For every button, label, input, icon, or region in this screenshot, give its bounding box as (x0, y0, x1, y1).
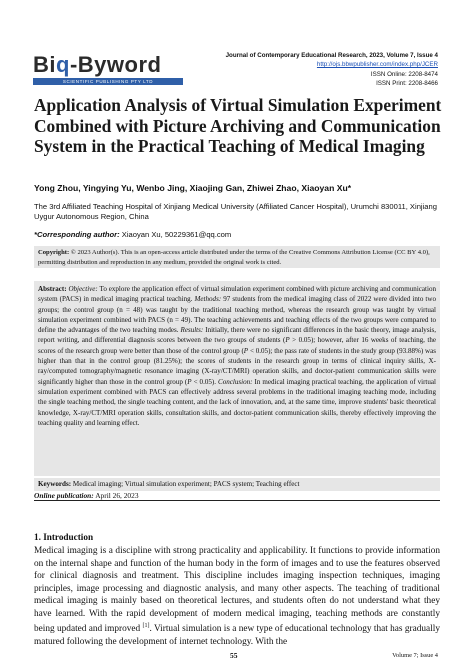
logo-text-pre: Bi (33, 52, 56, 77)
abstract-box (34, 281, 440, 476)
results-label: Results: (180, 326, 204, 335)
copyright-text: © 2023 Author(s). This is an open-access article distributed under the terms of the Creative Commons Attribution License (CC BY 4.0), permitting distribution and reproduction in any medium, provided the original work is cited. (38, 249, 430, 266)
journal-info (178, 51, 438, 89)
keywords-label: Keywords: (38, 480, 72, 488)
issn-print: ISSN Print: 2208-8466 (376, 80, 438, 88)
keywords-box (34, 478, 440, 491)
results-text-c: < 0.05); the pass rate of students in the study group (93.88%) was higher than that in the control group (81.25%); the scores of students in the research group in terms of clinical inquiry skills, X-ray/computed tomography/magnetic resonance imaging (X-ray/CT/MRI) operation skills, and doctor-patient communication skills were significantly higher than those in the control group ( (38, 346, 436, 386)
p-symbol: P (285, 336, 290, 345)
issn-online: ISSN Online: 2208-8474 (370, 70, 438, 78)
copyright-box (34, 246, 440, 268)
citation-ref[interactable]: [1] (142, 623, 150, 629)
copyright-label: Copyright: (38, 249, 70, 256)
article-title: Application Analysis of Virtual Simulation Experiment Combined with Picture Archiving and Communication System in the Practical Teaching of Medical Imaging (34, 95, 442, 157)
keywords-text: Medical imaging; Virtual simulation experiment; PACS system; Teaching effect (72, 480, 300, 488)
body-text-b: . Virtual simulation is a new type of educational technology that has gradually matured following the development of internet technology. With the (34, 624, 440, 647)
section-heading: 1. Introduction (34, 532, 94, 542)
results-text-d: < 0.05). (191, 377, 216, 386)
abstract-label: Abstract: (38, 285, 67, 293)
affiliation: The 3rd Affiliated Teaching Hospital of Xinjiang Medical University (Affiliated Cancer Hospital), Urumchi 830011, Xinjiang Uygur Autonomous Region, China (34, 202, 437, 222)
publisher-logo (33, 54, 183, 88)
section-body (34, 545, 440, 648)
section-divider (34, 500, 440, 501)
logo-text-post: -Byword (69, 52, 162, 77)
p-symbol: P (187, 377, 192, 386)
page-number: 55 (230, 651, 238, 660)
corresponding-value: Xiaoyan Xu, 50229361@qq.com (121, 230, 232, 239)
methods-text: 97 students from the medical imaging class of 2022 were divided into two groups; the control group (n = 48) was taught by the traditional teaching method, whereas the research group was taught by virtual simulation experiment combined with PACS (n = 49). The teaching achievements and teaching effects of the two groups were compared to define the advantages of the two teaching modes. (38, 295, 437, 335)
objective-text: To explore the application effect of virtual simulation experiment combined with picture archiving and communication system (PACS) in medical imaging practical teaching. (38, 285, 436, 304)
logo-text-q: q (56, 52, 70, 77)
conclusion-label: Conclusion: (218, 377, 253, 386)
journal-url-link[interactable]: http://ojs.bbwpublisher.com/index.php/JCER (316, 61, 438, 69)
online-label: Online publication: (34, 491, 94, 500)
author-list: Yong Zhou, Yingying Yu, Wenbo Jing, Xiaojing Gan, Zhiwei Zhao, Xiaoyan Xu* (34, 183, 352, 193)
conclusion-text: In medical imaging practical teaching, the application of virtual simulation experiment combined with PACS can effectively address several problems in the traditional imaging teaching mode, including the single teaching method, the single teaching content, and the lack of innovation, and, at the same time, improve students' basic theoretical knowledge, X-ray/CT/MRI operation skills, consultation skills, and doctor-patient communication skills, thereby effectively improving the teaching quality and learning effect. (38, 377, 437, 427)
methods-label: Methods: (194, 295, 222, 304)
journal-name: Journal of Contemporary Educational Research, 2023, Volume 7, Issue 4 (225, 52, 438, 59)
results-text-a: Initially, there were no significant differences in the basic theory, image analysis, report writing, and differential diagnosis scores between the two groups of students ( (38, 326, 437, 345)
body-text-a: Medical imaging is a discipline with strong practicality and applicability. It functions to provide information on the internal shape and function of the human body in the form of images and to use the features observed for clinical diagnosis and treatment. This discipline includes imaging inspection techniques, imaging principles, image processing and diagnostic analysis, and many other aspects. The teaching of traditional medical imaging is mainly based on theoretical lectures, and students often do not understand what they have learned. With the rapid development of modern medical imaging, teaching methods are constantly being updated and improved (34, 546, 440, 635)
corresponding-author (34, 230, 231, 239)
p-symbol: P (243, 346, 249, 355)
logo-tagline: SCIENTIFIC PUBLISHING PTY LTD (33, 78, 183, 85)
online-date: April 26, 2023 (95, 491, 139, 500)
corresponding-label: *Corresponding author: (34, 230, 120, 239)
objective-label: Objective: (68, 285, 98, 293)
volume-issue: Volume 7; Issue 4 (392, 652, 438, 659)
results-text-b: > 0.05); however, after 16 weeks of teaching, the scores of the research group were better than those of the control group ( (38, 336, 436, 355)
logo-wordmark (33, 54, 183, 76)
